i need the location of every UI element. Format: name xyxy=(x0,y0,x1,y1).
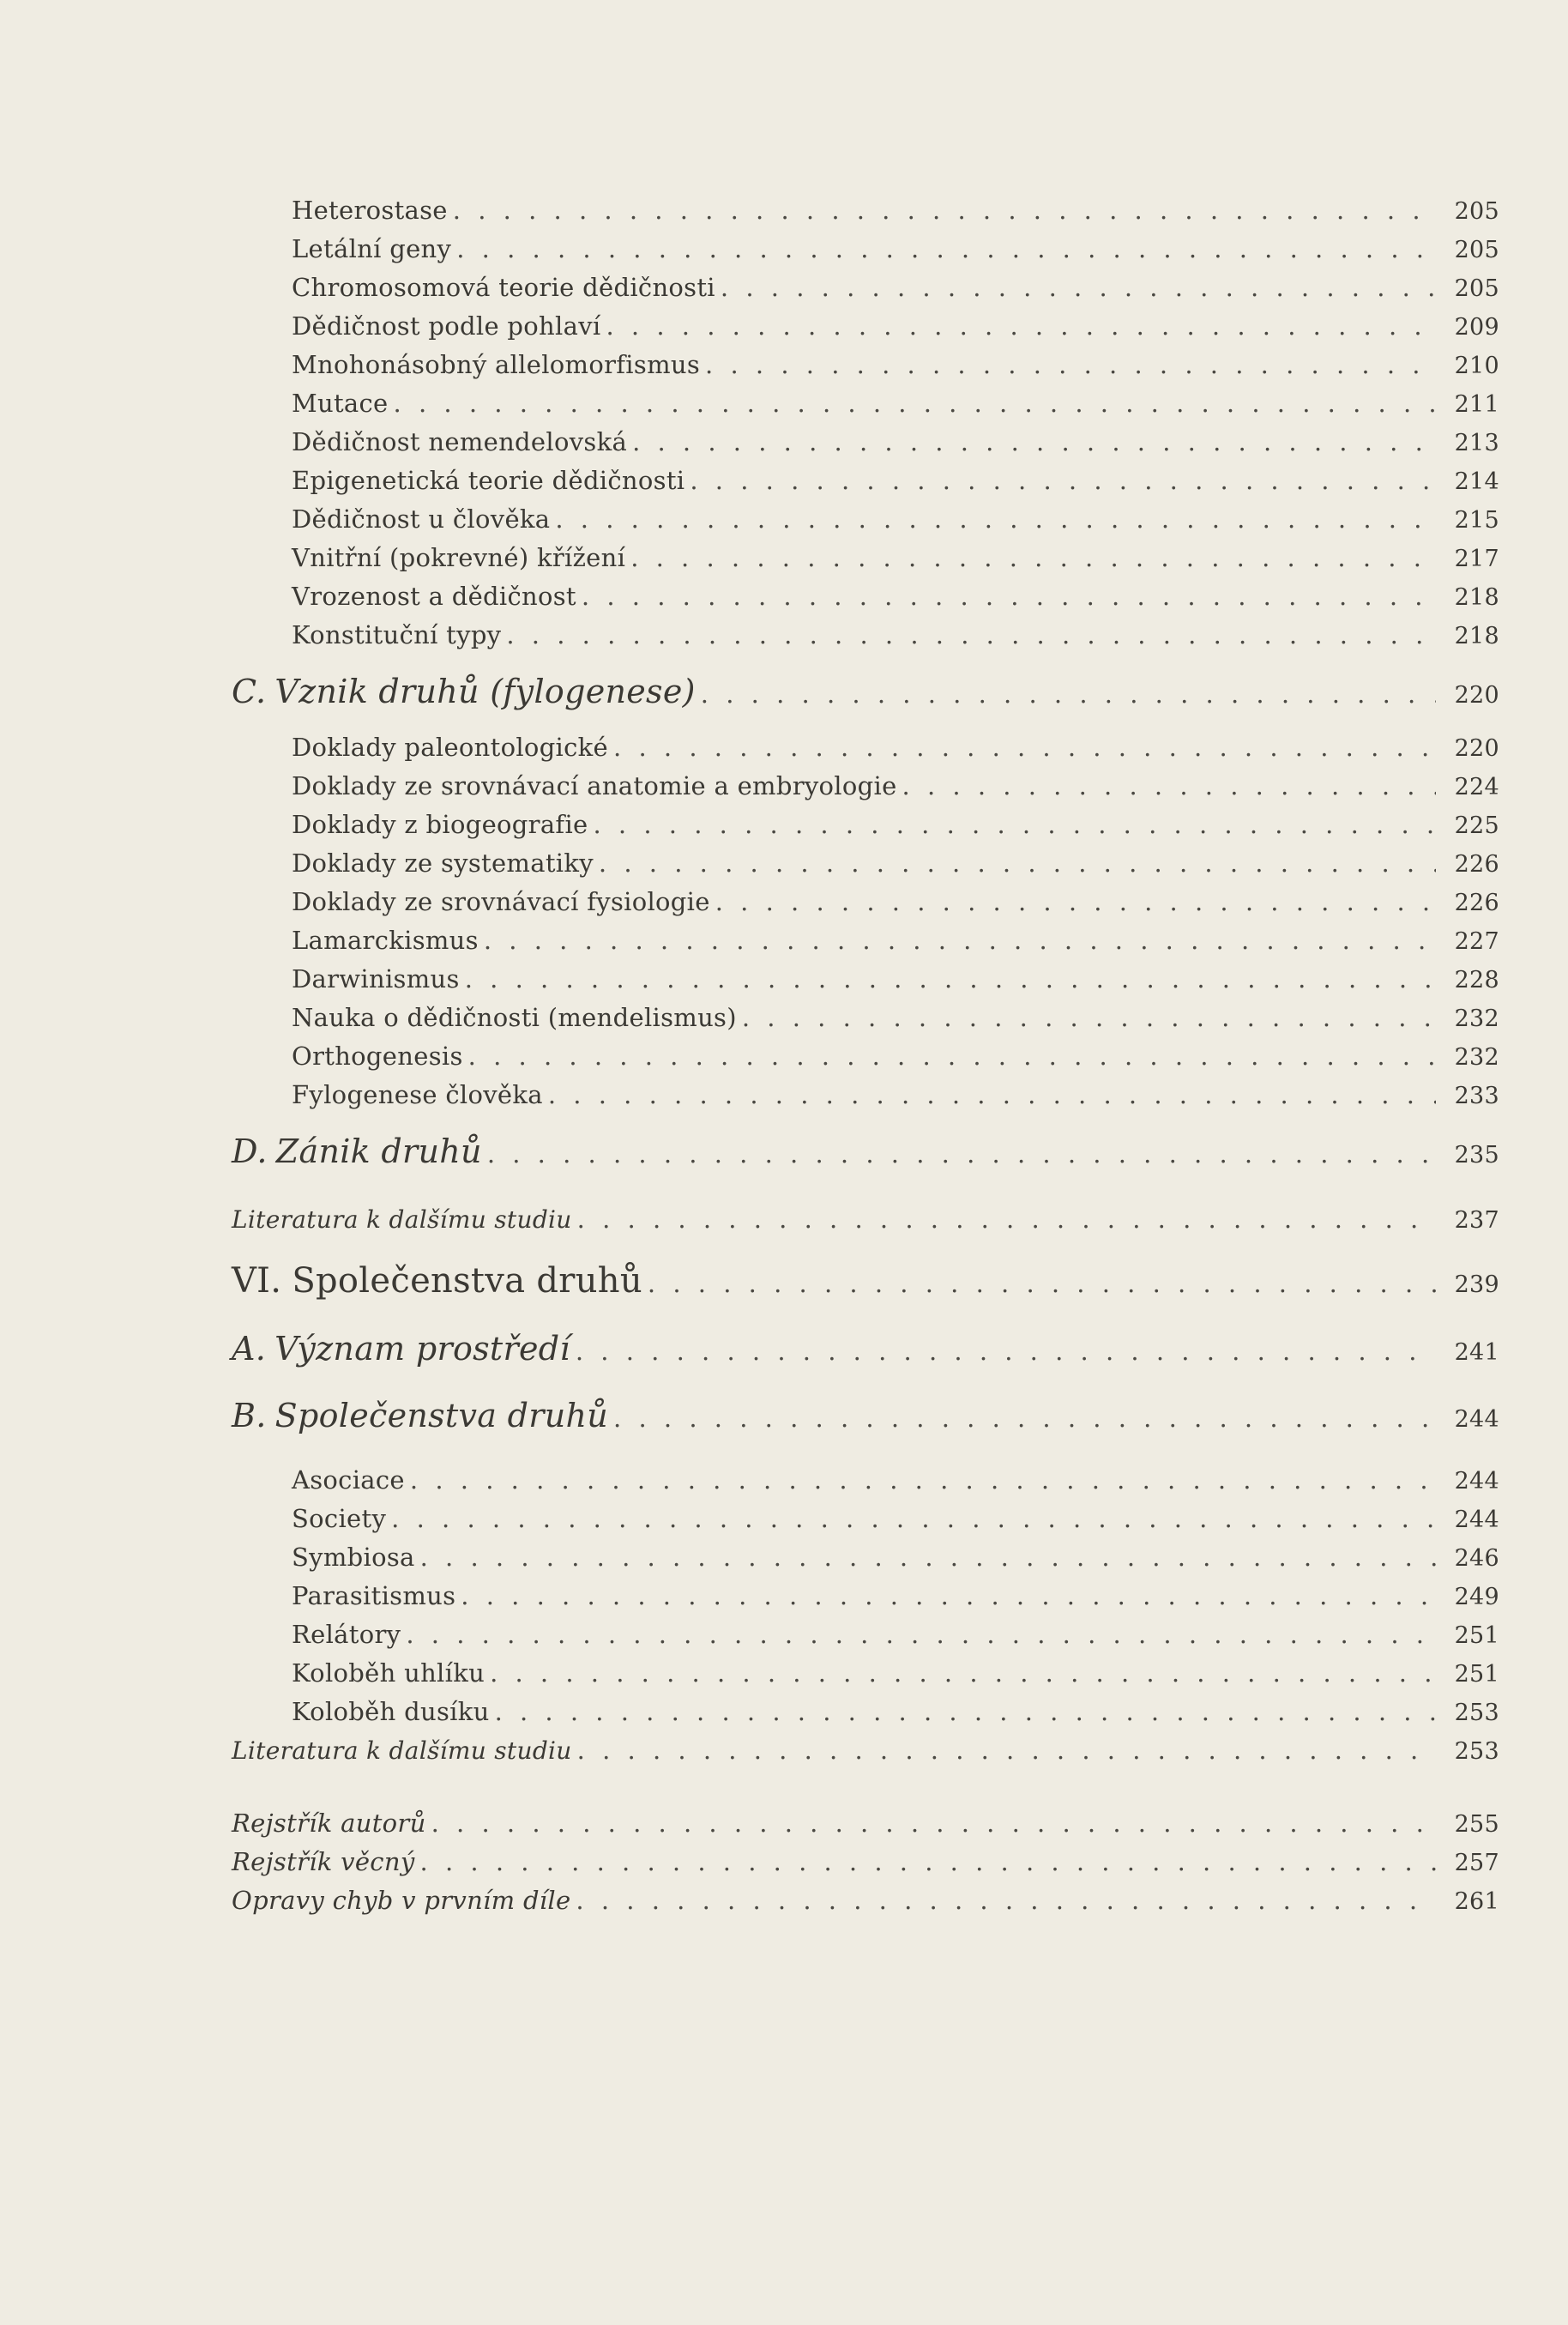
entry-title: Asociace xyxy=(292,1465,405,1495)
section-heading-c xyxy=(232,673,1499,710)
section-label: A. xyxy=(232,1330,267,1368)
toc-entry xyxy=(292,466,1499,495)
dot-leader xyxy=(420,1847,1436,1876)
index-entry xyxy=(232,1809,1499,1838)
dot-leader xyxy=(420,1543,1436,1572)
entry-page: 215 xyxy=(1454,507,1499,534)
dot-leader xyxy=(431,1809,1436,1838)
entry-title: Parasitismus xyxy=(292,1581,456,1610)
toc-entry xyxy=(292,1465,1499,1495)
section-title: Společenstva druhů xyxy=(274,1397,609,1434)
entry-page: 214 xyxy=(1454,468,1499,495)
entry-title: Koloběh dusíku xyxy=(292,1697,490,1726)
toc-entry xyxy=(292,810,1499,839)
section-label: B. xyxy=(232,1397,267,1434)
section-heading-d xyxy=(232,1132,1499,1170)
dot-leader xyxy=(495,1697,1436,1726)
section-title: Zánik druhů xyxy=(275,1132,482,1170)
section-page: 241 xyxy=(1454,1339,1499,1366)
entry-title: Darwinismus xyxy=(292,964,460,993)
entry-page: 255 xyxy=(1454,1811,1499,1838)
entry-page: 209 xyxy=(1454,314,1499,341)
entry-title: Literatura k dalšímu studiu xyxy=(232,1205,572,1234)
entry-title: Relátory xyxy=(292,1620,401,1649)
entry-title: Literatura k dalšímu studiu xyxy=(232,1736,572,1765)
dot-leader xyxy=(456,234,1436,263)
toc-entry xyxy=(292,964,1499,993)
entry-title: Konstituční typy xyxy=(292,620,502,649)
entry-page: 205 xyxy=(1454,198,1499,225)
toc-entry xyxy=(292,389,1499,418)
toc-entry xyxy=(292,543,1499,572)
entry-page: 249 xyxy=(1454,1584,1499,1610)
dot-leader xyxy=(613,1404,1436,1433)
entry-title: Doklady ze systematiky xyxy=(292,848,594,878)
entry-page: 217 xyxy=(1454,546,1499,572)
dot-leader xyxy=(613,733,1436,762)
toc-entry xyxy=(292,273,1499,302)
entry-title: Vnitřní (pokrevné) křížení xyxy=(292,543,626,572)
dot-leader xyxy=(465,964,1436,993)
dot-leader xyxy=(715,887,1436,916)
toc-entry xyxy=(292,1504,1499,1533)
entry-title: Heterostase xyxy=(292,196,448,225)
entry-page: 205 xyxy=(1454,237,1499,263)
section-label: D. xyxy=(232,1132,268,1170)
section-page: 235 xyxy=(1454,1142,1499,1169)
entry-title: Orthogenesis xyxy=(292,1042,463,1071)
entry-title: Doklady paleontologické xyxy=(292,733,609,762)
dot-leader xyxy=(484,926,1436,955)
entry-page: 224 xyxy=(1454,774,1499,800)
dot-leader xyxy=(593,810,1436,839)
entry-title: Dědičnost nemendelovská xyxy=(292,427,628,456)
entry-page: 226 xyxy=(1454,851,1499,878)
toc-entry xyxy=(292,887,1499,916)
part-title: Společenstva druhů xyxy=(292,1261,642,1301)
index-entry xyxy=(232,1847,1499,1876)
dot-leader xyxy=(902,771,1436,800)
section-heading-b xyxy=(232,1397,1499,1434)
toc-entry xyxy=(292,427,1499,456)
dot-leader xyxy=(555,504,1436,534)
toc-entry xyxy=(292,1003,1499,1032)
index-entry xyxy=(232,1886,1499,1915)
entry-page: 211 xyxy=(1454,391,1499,418)
toc-entry xyxy=(292,1620,1499,1649)
dot-leader xyxy=(410,1465,1436,1495)
toc-entry xyxy=(292,234,1499,263)
entry-page: 237 xyxy=(1454,1207,1499,1234)
entry-page: 246 xyxy=(1454,1545,1499,1572)
dot-leader xyxy=(490,1658,1436,1688)
dot-leader xyxy=(468,1042,1436,1071)
dot-leader xyxy=(406,1620,1436,1649)
entry-page: 232 xyxy=(1454,1044,1499,1071)
toc-entry xyxy=(292,196,1499,225)
dot-leader xyxy=(606,311,1436,341)
toc-entry xyxy=(292,771,1499,800)
entry-title: Dědičnost u člověka xyxy=(292,504,551,534)
part-heading-vi xyxy=(232,1261,1499,1301)
entry-page: 226 xyxy=(1454,890,1499,916)
entry-page: 225 xyxy=(1454,812,1499,839)
dot-leader xyxy=(576,1886,1436,1915)
part-page: 239 xyxy=(1454,1271,1499,1298)
entry-title: Fylogenese člověka xyxy=(292,1080,543,1109)
dot-leader xyxy=(577,1205,1436,1234)
entry-page: 251 xyxy=(1454,1661,1499,1688)
dot-leader xyxy=(599,848,1436,878)
toc-entry xyxy=(292,350,1499,379)
entry-title: Epigenetická teorie dědičnosti xyxy=(292,466,685,495)
entry-title: Opravy chyb v prvním díle xyxy=(232,1886,571,1915)
section-label: C. xyxy=(232,673,267,710)
entry-title: Vrozenost a dědičnost xyxy=(292,582,576,611)
dot-leader xyxy=(461,1581,1436,1610)
literature-entry xyxy=(232,1736,1499,1765)
entry-title: Doklady ze srovnávací fysiologie xyxy=(292,887,710,916)
dot-leader xyxy=(576,1337,1436,1366)
entry-title: Letální geny xyxy=(292,234,452,263)
entry-page: 227 xyxy=(1454,928,1499,955)
entry-page: 213 xyxy=(1454,430,1499,456)
toc-entry xyxy=(292,504,1499,534)
toc-entry xyxy=(292,848,1499,878)
entry-page: 253 xyxy=(1454,1738,1499,1765)
dot-leader xyxy=(391,1504,1436,1533)
entry-page: 251 xyxy=(1454,1622,1499,1649)
entry-page: 205 xyxy=(1454,275,1499,302)
section-title: Vznik druhů (fylogenese) xyxy=(274,673,696,710)
part-label: VI. xyxy=(232,1261,282,1301)
dot-leader xyxy=(577,1736,1436,1765)
entry-title: Mutace xyxy=(292,389,389,418)
entry-title: Mnohonásobný allelomorfismus xyxy=(292,350,701,379)
toc-entry xyxy=(292,1697,1499,1726)
literature-entry xyxy=(232,1205,1499,1234)
entry-page: 210 xyxy=(1454,353,1499,379)
entry-page: 244 xyxy=(1454,1507,1499,1533)
section-heading-a xyxy=(232,1330,1499,1368)
entry-title: Symbiosa xyxy=(292,1543,415,1572)
dot-leader xyxy=(742,1003,1436,1032)
dot-leader xyxy=(632,427,1436,456)
dot-leader xyxy=(630,543,1436,572)
entry-page: 220 xyxy=(1454,735,1499,762)
toc-entry xyxy=(292,733,1499,762)
entry-page: 232 xyxy=(1454,1005,1499,1032)
entry-page: 233 xyxy=(1454,1083,1499,1109)
entry-page: 253 xyxy=(1454,1700,1499,1726)
dot-leader xyxy=(453,196,1436,225)
section-page: 220 xyxy=(1454,682,1499,709)
entry-title: Dědičnost podle pohlaví xyxy=(292,311,601,341)
dot-leader xyxy=(721,273,1436,302)
entry-page: 228 xyxy=(1454,967,1499,993)
entry-title: Lamarckismus xyxy=(292,926,479,955)
entry-page: 257 xyxy=(1454,1850,1499,1876)
entry-page: 218 xyxy=(1454,584,1499,611)
toc-entry xyxy=(292,1042,1499,1071)
section-title: Význam prostředí xyxy=(274,1330,570,1368)
dot-leader xyxy=(690,466,1436,495)
dot-leader xyxy=(548,1080,1436,1109)
toc-entry xyxy=(292,1080,1499,1109)
dot-leader xyxy=(582,582,1436,611)
entry-page: 261 xyxy=(1454,1888,1499,1915)
toc-entry xyxy=(292,1543,1499,1572)
dot-leader xyxy=(506,620,1436,649)
entry-title: Rejstřík věcný xyxy=(232,1847,415,1876)
toc-entry xyxy=(292,582,1499,611)
toc-entry xyxy=(292,620,1499,649)
section-page: 244 xyxy=(1454,1406,1499,1433)
toc-entry xyxy=(292,311,1499,341)
entry-title: Nauka o dědičnosti (mendelismus) xyxy=(292,1003,737,1032)
entry-title: Koloběh uhlíku xyxy=(292,1658,485,1688)
entry-title: Society xyxy=(292,1504,387,1533)
toc-entry xyxy=(292,1581,1499,1610)
entry-page: 244 xyxy=(1454,1468,1499,1495)
toc-entry xyxy=(292,1658,1499,1688)
dot-leader xyxy=(394,389,1436,418)
entry-title: Doklady z biogeografie xyxy=(292,810,588,839)
dot-leader xyxy=(487,1139,1436,1169)
entry-page: 218 xyxy=(1454,623,1499,649)
entry-title: Doklady ze srovnávací anatomie a embryologie xyxy=(292,771,897,800)
entry-title: Chromosomová teorie dědičnosti xyxy=(292,273,715,302)
dot-leader xyxy=(648,1269,1436,1298)
dot-leader xyxy=(701,679,1436,709)
dot-leader xyxy=(705,350,1436,379)
entry-title: Rejstřík autorů xyxy=(232,1809,426,1838)
toc-entry xyxy=(292,926,1499,955)
